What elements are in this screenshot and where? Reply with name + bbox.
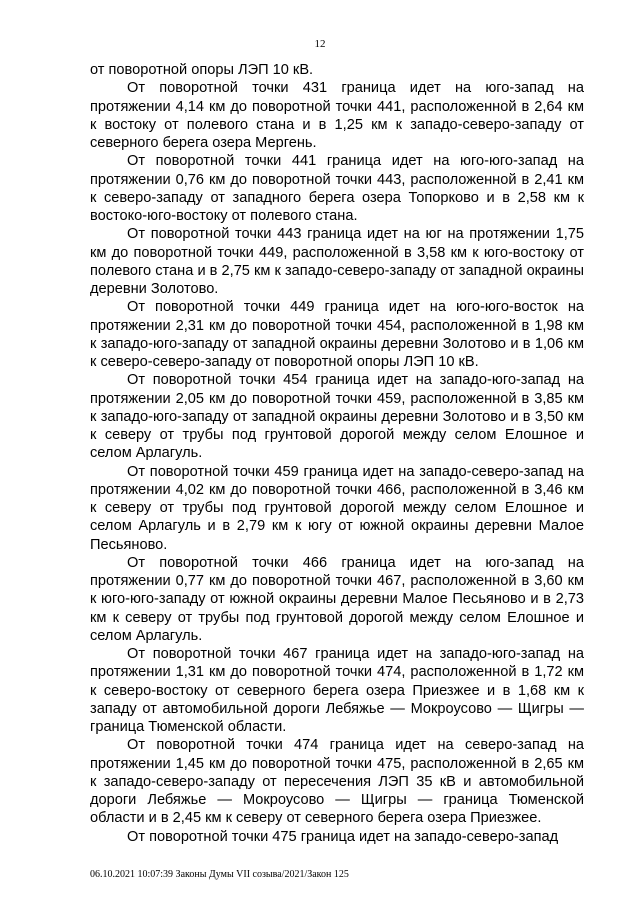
paragraph: от поворотной опоры ЛЭП 10 кВ. <box>90 62 314 78</box>
document-footer: 06.10.2021 10:07:39 Законы Думы VII созыва/2021/Закон 125 <box>90 869 349 880</box>
paragraph: От поворотной точки 449 граница идет на юго-юго-восток на протяжении 2,31 км до поворотной точки 454, расположенной в 1,98 км к западо-юго-западу от западной окраины деревни Золотово и в 1,06 км к северо-северо-западу от поворотной опоры ЛЭП 10 кВ. <box>90 299 584 370</box>
document-body <box>90 61 584 846</box>
paragraph: От поворотной точки 454 граница идет на западо-юго-запад на протяжении 2,05 км до поворотной точки 459, расположенной в 3,85 км к западо-юго-западу от западной окраины деревни Золотово и в 3,50 км к северу от трубы под грунтовой дорогой между селом Елошное и селом Арлагуль. <box>90 372 584 462</box>
paragraph: От поворотной точки 474 граница идет на северо-запад на протяжении 1,45 км до поворотной точки 475, расположенной в 2,65 км к западо-северо-западу от пересечения ЛЭП 35 кВ и автомобильной дороги Лебяжье — Мокроусово — Щигры — граница Тюменской области и в 2,45 км к северу от северного берега озера Приезжее. <box>90 737 584 827</box>
paragraph: От поворотной точки 459 граница идет на западо-северо-запад на протяжении 4,02 км до поворотной точки 466, расположенной в 3,46 км к северу от трубы под грунтовой дорогой между селом Елошное и селом Арлагуль и в 2,79 км к югу от южной окраины деревни Малое Песьяново. <box>90 463 584 553</box>
paragraph: От поворотной точки 466 граница идет на юго-запад на протяжении 0,77 км до поворотной точки 467, расположенной в 3,60 км к юго-юго-западу от южной окраины деревни Малое Песьяново и в 2,73 км к северу от трубы под грунтовой дорогой между селом Елошное и селом Арлагуль. <box>90 554 584 644</box>
paragraph: От поворотной точки 467 граница идет на западо-юго-запад на протяжении 1,31 км до поворотной точки 474, расположенной в 1,72 км к северо-востоку от северного берега озера Приезжее и в 1,68 км к западу от автомобильной дороги Лебяжье — Мокроусово — Щигры — граница Тюменской области. <box>90 646 584 735</box>
page-number: 12 <box>314 38 326 50</box>
paragraph: От поворотной точки 475 граница идет на западо-северо-запад <box>127 828 559 845</box>
paragraph: От поворотной точки 441 граница идет на юго-юго-запад на протяжении 0,76 км до поворотной точки 443, расположенной в 2,41 км к северо-западу от западного берега озера Топорково и в 2,58 км к востоко-юго-востоку от полевого стана. <box>90 153 584 224</box>
paragraph: От поворотной точки 431 граница идет на юго-запад на протяжении 4,14 км до поворотной точки 441, расположенной в 2,64 км к востоку от полевого стана и в 1,25 км к западо-северо-западу от северного берега озера Мергень. <box>90 80 584 151</box>
paragraph: От поворотной точки 443 граница идет на юг на протяжении 1,75 км до поворотной точки 449, расположенной в 3,58 км к юго-востоку от полевого стана и в 2,75 км к западо-северо-западу от западной окраины деревни Золотово. <box>90 226 584 297</box>
